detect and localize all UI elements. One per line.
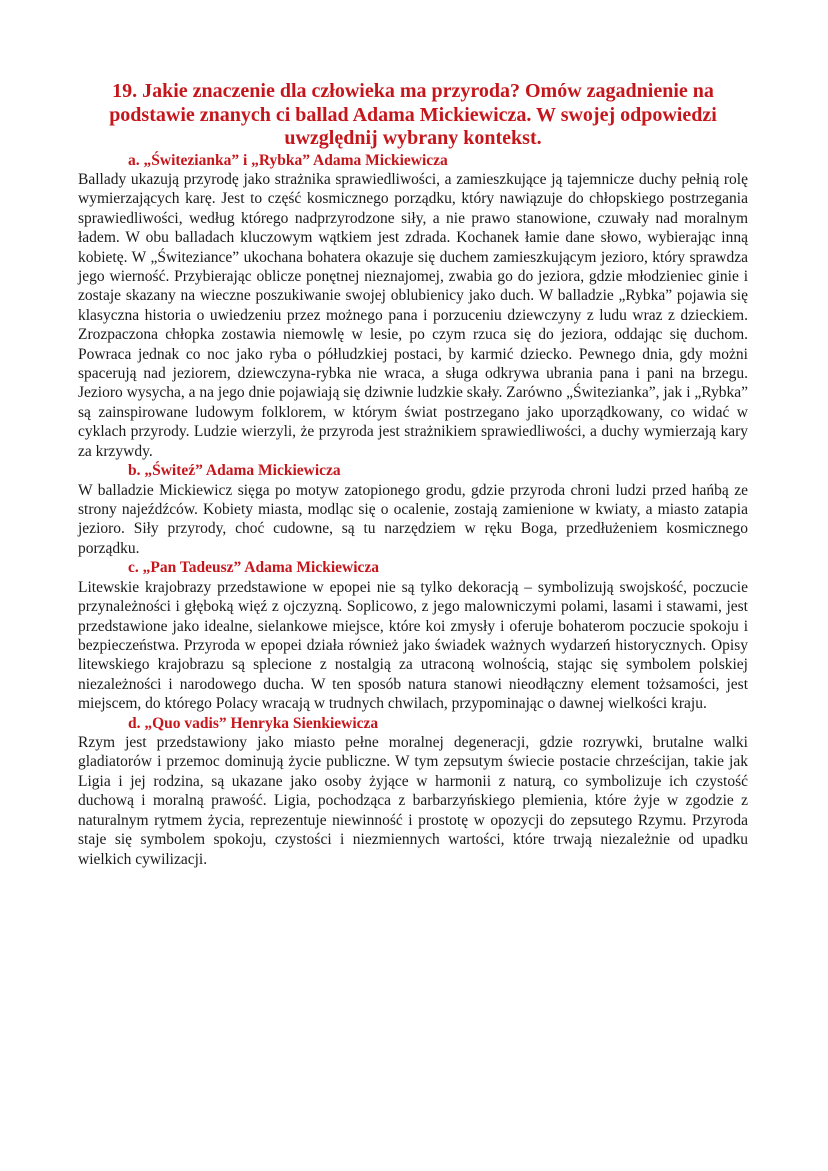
section-paragraph: W balladzie Mickiewicz sięga po motyw zatopionego grodu, gdzie przyroda chroni ludzi przed hańbą ze strony najeźdźców. Kobiety miasta, modląc się o ocalenie, zostają zamienione w kwiaty, a miasto zatapia jezioro. Siły przyrody, choć cudowne, są tu narzędziem w ręku Boga, przedłużeniem kosmicznego porządku. xyxy=(78,481,748,557)
section-paragraph: Ballady ukazują przyrodę jako strażnika sprawiedliwości, a zamieszkujące ją tajemnicze duchy pełnią rolę wymierzających karę. Jest to część kosmicznego porządku, który nawiązuje do chłopskiego postrzegania sprawiedliwości, według którego nadprzyrodzone siły, a nie prawo stanowione, czuwały nad moralnym ładem. W obu balladach kluczowym wątkiem jest zdrada. Kochanek łamie dane słowo, wybierając inną kobietę. W „Świteziance” ukochana bohatera okazuje się duchem zamieszkującym jezioro, który sprawdza jego wierność. Przybierając oblicze ponętnej nieznajomej, zwabia go do jeziora, gdzie młodzieniec ginie i zostaje skazany na wieczne poszukiwanie swojej oblubienicy jako duch. W balladzie „Rybka” pojawia się klasyczna historia o uwiedzeniu przez możnego pana i porzuceniu dziewczyny z ludu wraz z dzieckiem. Zrozpaczona chłopka zostawia niemowlę w lesie, po czym rzuca się do jeziora, oddając się duchom. Powraca jednak co noc jako ryba o półludzkiej postaci, by karmić dziecko. Pewnego dnia, gdy możni spacerują nad jeziorem, dziewczyna-rybka nie wraca, a sługa odkrywa ubrania pana i pani na brzegu. Jezioro wysycha, a na jego dnie pojawiają się dziwnie ludzkie skały. Zarówno „Świtezianka”, jak i „Rybka” są zainspirowane ludowym folklorem, w którym świat postrzegano jako uporządkowany, co widać w cyklach przyrody. Ludzie wierzyli, że przyroda jest strażnikiem sprawiedliwości, a duchy wymierzają kary za krzywdy. xyxy=(78,171,748,460)
section-switez xyxy=(78,461,748,558)
section-heading: c. „Pan Tadeusz” Adama Mickiewicza xyxy=(128,559,380,577)
section-pan-tadeusz xyxy=(78,558,748,713)
section-heading: d. „Quo vadis” Henryka Sienkiewicza xyxy=(128,714,379,732)
section-heading: b. „Świteź” Adama Mickiewicza xyxy=(128,462,341,480)
section-paragraph: Litewskie krajobrazy przedstawione w epopei nie są tylko dekoracją – symbolizują swojskość, poczucie przynależności i głęboką więź z ojczyzną. Soplicowo, z jego malowniczymi polami, lasami i stawami, jest przedstawione jako idealne, sielankowe miejsce, które koi zmysły i oferuje bohaterom poczucie spokoju i bezpieczeństwa. Przyroda w epopei działa również jako świadek ważnych wydarzeń historycznych. Opisy litewskiego krajobrazu są splecione z nostalgią za utraconą wolnością, stając się symbolem polskiej niezależności i narodowego ducha. W ten sposób natura stanowi nieodłączny element tożsamości, jest miejscem, do którego Polacy wracają w trudnych chwilach, przypominając o dawnej wielkości kraju. xyxy=(78,578,748,713)
section-switezianka-rybka xyxy=(78,151,748,462)
document-page xyxy=(78,80,748,869)
page-title: 19. Jakie znaczenie dla człowieka ma przyroda? Omów zagadnienie na podstawie znanych ci ballad Adama Mickiewicza. W swojej odpowiedzi uwzględnij wybrany kontekst. xyxy=(109,80,717,149)
section-paragraph: Rzym jest przedstawiony jako miasto pełne moralnej degeneracji, gdzie rozrywki, brutalne walki gladiatorów i przemoc dominują życie publiczne. W tym zepsutym świecie postacie chrześcijan, takie jak Ligia i jej rodzina, są ukazane jako osoby żyjące w harmonii z naturą, co symbolizuje ich czystość duchową i moralną prawość. Ligia, pochodząca z barbarzyńskiego plemienia, które żyje w zgodzie z naturalnym rytmem życia, reprezentuje niewinność i prostotę w opozycji do zepsutego Rzymu. Przyroda staje się symbolem spokoju, czystości i niezmiennych wartości, które trwają niezależnie od upadku wielkich cywilizacji. xyxy=(78,734,748,868)
section-heading: a. „Świtezianka” i „Rybka” Adama Mickiewicza xyxy=(128,151,448,169)
section-quo-vadis xyxy=(78,714,748,869)
